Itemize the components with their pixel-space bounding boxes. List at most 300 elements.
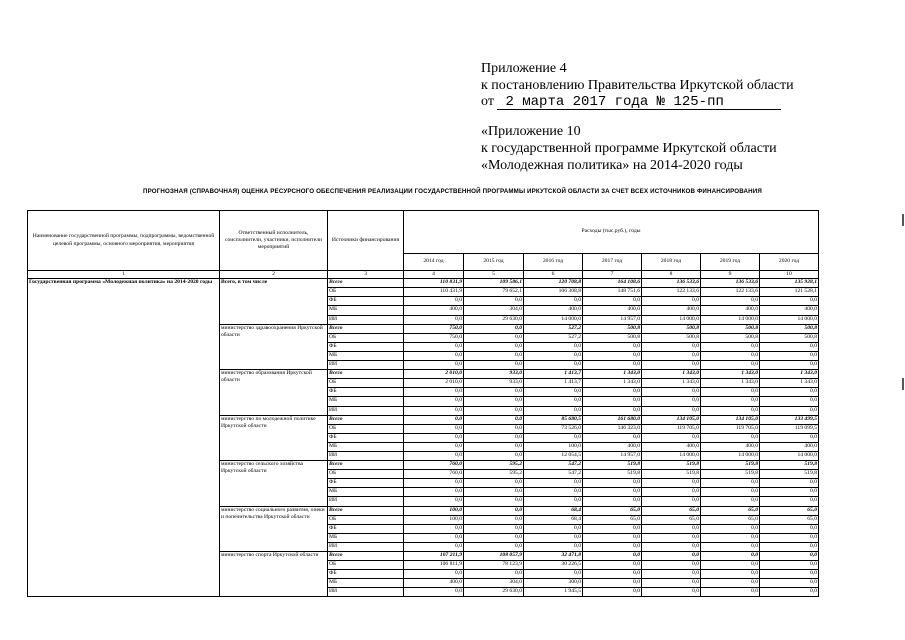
value-cell: 0,0 bbox=[583, 479, 642, 488]
value-cell: 0,0 bbox=[524, 342, 583, 351]
source-cell: Всего bbox=[328, 461, 404, 470]
value-cell: 107 211,9 bbox=[404, 552, 464, 561]
value-cell: 0,0 bbox=[524, 297, 583, 306]
value-cell: 527,2 bbox=[524, 324, 583, 333]
source-cell: ОБ bbox=[328, 424, 404, 433]
value-cell: 595,2 bbox=[464, 461, 524, 470]
value-cell: 0,0 bbox=[760, 588, 819, 597]
source-cell: ОБ bbox=[328, 288, 404, 297]
value-cell: 0,0 bbox=[583, 579, 642, 588]
value-cell: 0,0 bbox=[760, 406, 819, 415]
value-cell: 0,0 bbox=[583, 342, 642, 351]
value-cell: 750,0 bbox=[404, 324, 464, 333]
value-cell: 0,0 bbox=[701, 552, 760, 561]
value-cell: 0,0 bbox=[464, 333, 524, 342]
value-cell: 400,0 bbox=[524, 306, 583, 315]
value-cell: 14 000,0 bbox=[760, 315, 819, 324]
program-name-cell: Государственная программа «Молодежная политика» на 2014-2020 годы bbox=[28, 279, 220, 597]
value-cell: 0,0 bbox=[701, 342, 760, 351]
value-cell: 0,0 bbox=[760, 397, 819, 406]
value-cell: 0,0 bbox=[642, 433, 701, 442]
value-cell: 29 630,0 bbox=[464, 588, 524, 597]
value-cell: 0,0 bbox=[464, 542, 524, 551]
year-header: 2018 год bbox=[642, 254, 701, 271]
value-cell: 0,0 bbox=[464, 342, 524, 351]
value-cell: 0,0 bbox=[642, 397, 701, 406]
value-cell: 14 000,0 bbox=[701, 315, 760, 324]
value-cell: 14 000,0 bbox=[642, 315, 701, 324]
value-cell: 400,0 bbox=[583, 306, 642, 315]
source-cell: МБ bbox=[328, 488, 404, 497]
source-cell: Всего bbox=[328, 506, 404, 515]
value-cell: 0,0 bbox=[583, 361, 642, 370]
source-cell: ФБ bbox=[328, 479, 404, 488]
value-cell: 0,0 bbox=[404, 415, 464, 424]
value-cell: 0,0 bbox=[701, 388, 760, 397]
value-cell: 0,0 bbox=[464, 397, 524, 406]
value-cell: 750,0 bbox=[404, 333, 464, 342]
value-cell: 304,0 bbox=[464, 306, 524, 315]
value-cell: 1 343,0 bbox=[701, 370, 760, 379]
value-cell: 0,0 bbox=[701, 406, 760, 415]
source-cell: ИИ bbox=[328, 451, 404, 460]
value-cell: 122 133,6 bbox=[701, 288, 760, 297]
value-cell: 0,0 bbox=[464, 324, 524, 333]
executor-cell: Всего, в том числе bbox=[220, 279, 328, 324]
value-cell: 0,0 bbox=[701, 361, 760, 370]
value-cell: 0,0 bbox=[464, 297, 524, 306]
value-cell: 1 343,0 bbox=[701, 379, 760, 388]
value-cell: 0,0 bbox=[642, 388, 701, 397]
value-cell: 1 343,0 bbox=[642, 379, 701, 388]
column-number: 9 bbox=[701, 271, 760, 279]
value-cell: 0,0 bbox=[464, 570, 524, 579]
source-cell: ФБ bbox=[328, 433, 404, 442]
value-cell: 119 705,0 bbox=[642, 424, 701, 433]
value-cell: 0,0 bbox=[464, 388, 524, 397]
value-cell: 110 431,9 bbox=[404, 288, 464, 297]
value-cell: 0,0 bbox=[404, 433, 464, 442]
value-cell: 0,0 bbox=[642, 297, 701, 306]
value-cell: 73 526,0 bbox=[524, 424, 583, 433]
value-cell: 0,0 bbox=[464, 524, 524, 533]
executor-cell: министерство социального развития, опеки и попечительства Иркутской области bbox=[220, 506, 328, 551]
value-cell: 0,0 bbox=[642, 497, 701, 506]
value-cell: 0,0 bbox=[464, 424, 524, 433]
year-header: 2017 год bbox=[583, 254, 642, 271]
value-cell: 0,0 bbox=[701, 579, 760, 588]
resolution-date: 2 марта 2017 года № 125-пп bbox=[497, 95, 781, 110]
value-cell: 0,0 bbox=[524, 361, 583, 370]
value-cell: 0,0 bbox=[524, 533, 583, 542]
value-cell: 2 010,0 bbox=[404, 370, 464, 379]
value-cell: 0,0 bbox=[524, 433, 583, 442]
value-cell: 0,0 bbox=[642, 406, 701, 415]
value-cell: 1 343,0 bbox=[583, 379, 642, 388]
value-cell: 0,0 bbox=[404, 351, 464, 360]
value-cell: 0,0 bbox=[524, 524, 583, 533]
value-cell: 0,0 bbox=[760, 433, 819, 442]
source-cell: ФБ bbox=[328, 297, 404, 306]
value-cell: 0,0 bbox=[642, 570, 701, 579]
value-cell: 65,0 bbox=[701, 515, 760, 524]
value-cell: 0,0 bbox=[701, 533, 760, 542]
value-cell: 0,0 bbox=[464, 415, 524, 424]
source-cell: МБ bbox=[328, 533, 404, 542]
source-cell: ФБ bbox=[328, 524, 404, 533]
source-cell: ОБ bbox=[328, 379, 404, 388]
value-cell: 0,0 bbox=[701, 433, 760, 442]
value-cell: 0,0 bbox=[701, 397, 760, 406]
value-cell: 1 343,0 bbox=[760, 370, 819, 379]
executor-cell: министерство спорта Иркутской области bbox=[220, 552, 328, 597]
value-cell: 0,0 bbox=[701, 497, 760, 506]
value-cell: 0,0 bbox=[583, 397, 642, 406]
value-cell: 547,2 bbox=[524, 461, 583, 470]
value-cell: 519,8 bbox=[583, 470, 642, 479]
value-cell: 65,0 bbox=[760, 515, 819, 524]
column-number: 4 bbox=[404, 271, 464, 279]
value-cell: 400,0 bbox=[760, 442, 819, 451]
value-cell: 0,0 bbox=[701, 524, 760, 533]
column-number: 10 bbox=[760, 271, 819, 279]
value-cell: 0,0 bbox=[760, 388, 819, 397]
value-cell: 0,0 bbox=[404, 488, 464, 497]
value-cell: 120 708,8 bbox=[524, 279, 583, 288]
value-cell: 106 308,8 bbox=[524, 288, 583, 297]
value-cell: 1 413,7 bbox=[524, 379, 583, 388]
value-cell: 0,0 bbox=[464, 479, 524, 488]
value-cell: 500,8 bbox=[701, 333, 760, 342]
column-number: 6 bbox=[524, 271, 583, 279]
value-cell: 119 705,0 bbox=[701, 424, 760, 433]
source-cell: ОБ bbox=[328, 561, 404, 570]
value-cell: 0,0 bbox=[524, 488, 583, 497]
value-cell: 300,0 bbox=[524, 579, 583, 588]
source-cell: МБ bbox=[328, 579, 404, 588]
value-cell: 0,0 bbox=[524, 570, 583, 579]
value-cell: 100,0 bbox=[404, 515, 464, 524]
value-cell: 119 099,5 bbox=[760, 424, 819, 433]
value-cell: 933,0 bbox=[464, 370, 524, 379]
col-header-source: Источники финансирования bbox=[328, 211, 404, 271]
value-cell: 0,0 bbox=[583, 542, 642, 551]
value-cell: 1 413,7 bbox=[524, 370, 583, 379]
column-number: 8 bbox=[642, 271, 701, 279]
value-cell: 0,0 bbox=[760, 479, 819, 488]
value-cell: 0,0 bbox=[642, 533, 701, 542]
value-cell: 14 000,0 bbox=[642, 451, 701, 460]
value-cell: 100,0 bbox=[524, 442, 583, 451]
table-title: ПРОГНОЗНАЯ (СПРАВОЧНАЯ) ОЦЕНКА РЕСУРСНОГО ОБЕСПЕЧЕНИЯ РЕАЛИЗАЦИИ ГОСУДАРСТВЕННОЙ ПРОГРАММЫ ИРКУТСКОЙ ОБЛАСТИ ЗА СЧЕТ ВСЕХ ИСТОЧНИКОВ ФИНАНСИРОВАНИЯ bbox=[142, 188, 762, 195]
value-cell: 134 105,0 bbox=[642, 415, 701, 424]
col-header-name: Наименование государственной программы, подпрограммы, ведомственной целевой программы, основного мероприятия, мероприятия bbox=[28, 211, 220, 271]
value-cell: 0,0 bbox=[701, 588, 760, 597]
value-cell: 0,0 bbox=[760, 297, 819, 306]
value-cell: 32 471,8 bbox=[524, 552, 583, 561]
value-cell: 0,0 bbox=[760, 361, 819, 370]
value-cell: 0,0 bbox=[642, 552, 701, 561]
value-cell: 0,0 bbox=[404, 451, 464, 460]
value-cell: 133 499,5 bbox=[760, 415, 819, 424]
value-cell: 760,0 bbox=[404, 470, 464, 479]
value-cell: 0,0 bbox=[524, 542, 583, 551]
source-cell: Всего bbox=[328, 370, 404, 379]
value-cell: 0,0 bbox=[760, 533, 819, 542]
value-cell: 400,0 bbox=[642, 442, 701, 451]
value-cell: 519,8 bbox=[642, 461, 701, 470]
value-cell: 400,0 bbox=[404, 579, 464, 588]
source-cell: ИИ bbox=[328, 542, 404, 551]
value-cell: 0,0 bbox=[760, 497, 819, 506]
executor-cell: министерство образования Иркутской области bbox=[220, 370, 328, 415]
value-cell: 146 323,0 bbox=[583, 424, 642, 433]
value-cell: 161 680,0 bbox=[583, 415, 642, 424]
program-reference: к государственной программе Иркутской области bbox=[481, 141, 777, 156]
value-cell: 0,0 bbox=[404, 397, 464, 406]
value-cell: 108 057,9 bbox=[464, 552, 524, 561]
value-cell: 106 811,9 bbox=[404, 561, 464, 570]
value-cell: 68,4 bbox=[524, 506, 583, 515]
value-cell: 0,0 bbox=[404, 570, 464, 579]
executor-cell: министерство по молодежной политике Иркутской области bbox=[220, 415, 328, 460]
value-cell: 65,0 bbox=[642, 506, 701, 515]
source-cell: ИИ bbox=[328, 406, 404, 415]
value-cell: 1 343,0 bbox=[760, 379, 819, 388]
value-cell: 148 751,6 bbox=[583, 288, 642, 297]
value-cell: 14 000,0 bbox=[760, 451, 819, 460]
value-cell: 0,0 bbox=[583, 533, 642, 542]
column-number: 5 bbox=[464, 271, 524, 279]
value-cell: 68,4 bbox=[524, 515, 583, 524]
resolution-reference: к постановлению Правительства Иркутской области bbox=[481, 78, 794, 93]
source-cell: ИИ bbox=[328, 497, 404, 506]
value-cell: 0,0 bbox=[404, 588, 464, 597]
value-cell: 0,0 bbox=[524, 397, 583, 406]
source-cell: ОБ bbox=[328, 515, 404, 524]
value-cell: 0,0 bbox=[404, 424, 464, 433]
value-cell: 500,8 bbox=[760, 333, 819, 342]
value-cell: 0,0 bbox=[583, 588, 642, 597]
value-cell: 0,0 bbox=[642, 579, 701, 588]
source-cell: МБ bbox=[328, 351, 404, 360]
value-cell: 0,0 bbox=[404, 297, 464, 306]
value-cell: 0,0 bbox=[404, 524, 464, 533]
header-row bbox=[28, 211, 819, 254]
value-cell: 595,2 bbox=[464, 470, 524, 479]
value-cell: 0,0 bbox=[642, 479, 701, 488]
value-cell: 14 957,0 bbox=[583, 315, 642, 324]
value-cell: 65,0 bbox=[583, 506, 642, 515]
value-cell: 1 945,5 bbox=[524, 588, 583, 597]
value-cell: 0,0 bbox=[760, 524, 819, 533]
value-cell: 0,0 bbox=[760, 542, 819, 551]
value-cell: 0,0 bbox=[524, 406, 583, 415]
value-cell: 0,0 bbox=[464, 506, 524, 515]
value-cell: 0,0 bbox=[642, 361, 701, 370]
value-cell: 760,0 bbox=[404, 461, 464, 470]
value-cell: 135 928,1 bbox=[760, 279, 819, 288]
value-cell: 0,0 bbox=[464, 488, 524, 497]
column-number: 7 bbox=[583, 271, 642, 279]
value-cell: 0,0 bbox=[524, 497, 583, 506]
value-cell: 0,0 bbox=[642, 342, 701, 351]
appendix-number: Приложение 4 bbox=[481, 61, 567, 76]
value-cell: 0,0 bbox=[701, 542, 760, 551]
executor-cell: министерство здравоохранения Иркутской области bbox=[220, 324, 328, 369]
value-cell: 100,0 bbox=[404, 506, 464, 515]
value-cell: 14 957,0 bbox=[583, 451, 642, 460]
value-cell: 519,8 bbox=[760, 470, 819, 479]
value-cell: 519,8 bbox=[701, 470, 760, 479]
col-header-executor: Ответственный исполнитель, соисполнители, участники, исполнители мероприятий bbox=[220, 211, 328, 271]
source-cell: ИИ bbox=[328, 315, 404, 324]
value-cell: 400,0 bbox=[404, 306, 464, 315]
value-cell: 0,0 bbox=[524, 479, 583, 488]
resource-table bbox=[27, 210, 819, 597]
value-cell: 0,0 bbox=[701, 570, 760, 579]
value-cell: 136 533,6 bbox=[642, 279, 701, 288]
value-cell: 0,0 bbox=[583, 351, 642, 360]
value-cell: 400,0 bbox=[701, 442, 760, 451]
source-cell: Всего bbox=[328, 279, 404, 288]
value-cell: 0,0 bbox=[583, 297, 642, 306]
value-cell: 109 586,1 bbox=[464, 279, 524, 288]
value-cell: 304,0 bbox=[464, 579, 524, 588]
value-cell: 0,0 bbox=[583, 488, 642, 497]
year-header: 2015 год bbox=[464, 254, 524, 271]
value-cell: 0,0 bbox=[760, 561, 819, 570]
column-number: 3 bbox=[328, 271, 404, 279]
scan-edge-mark bbox=[902, 214, 904, 226]
value-cell: 0,0 bbox=[642, 588, 701, 597]
value-cell: 122 133,6 bbox=[642, 288, 701, 297]
value-cell: 2 010,0 bbox=[404, 379, 464, 388]
year-header: 2019 год bbox=[701, 254, 760, 271]
value-cell: 0,0 bbox=[642, 542, 701, 551]
value-cell: 400,0 bbox=[760, 306, 819, 315]
value-cell: 0,0 bbox=[464, 361, 524, 370]
value-cell: 29 630,0 bbox=[464, 315, 524, 324]
value-cell: 500,8 bbox=[701, 324, 760, 333]
value-cell: 79 652,1 bbox=[464, 288, 524, 297]
value-cell: 65,0 bbox=[642, 515, 701, 524]
value-cell: 0,0 bbox=[583, 433, 642, 442]
value-cell: 30 226,5 bbox=[524, 561, 583, 570]
source-cell: МБ bbox=[328, 306, 404, 315]
value-cell: 0,0 bbox=[760, 579, 819, 588]
year-header: 2020 год bbox=[760, 254, 819, 271]
value-cell: 519,8 bbox=[760, 461, 819, 470]
value-cell: 78 123,9 bbox=[464, 561, 524, 570]
value-cell: 0,0 bbox=[404, 533, 464, 542]
value-cell: 500,8 bbox=[760, 324, 819, 333]
value-cell: 0,0 bbox=[701, 488, 760, 497]
value-cell: 0,0 bbox=[642, 524, 701, 533]
value-cell: 65,0 bbox=[583, 515, 642, 524]
value-cell: 0,0 bbox=[760, 351, 819, 360]
column-number: 2 bbox=[220, 271, 328, 279]
value-cell: 0,0 bbox=[404, 497, 464, 506]
value-cell: 65,0 bbox=[760, 506, 819, 515]
value-cell: 0,0 bbox=[464, 351, 524, 360]
source-cell: ИИ bbox=[328, 588, 404, 597]
source-cell: МБ bbox=[328, 442, 404, 451]
value-cell: 0,0 bbox=[404, 479, 464, 488]
value-cell: 0,0 bbox=[524, 388, 583, 397]
value-cell: 400,0 bbox=[701, 306, 760, 315]
value-cell: 400,0 bbox=[583, 442, 642, 451]
value-cell: 527,2 bbox=[524, 333, 583, 342]
value-cell: 500,8 bbox=[642, 324, 701, 333]
source-cell: ФБ bbox=[328, 342, 404, 351]
value-cell: 1 343,0 bbox=[642, 370, 701, 379]
value-cell: 400,0 bbox=[642, 306, 701, 315]
value-cell: 933,0 bbox=[464, 379, 524, 388]
value-cell: 0,0 bbox=[464, 433, 524, 442]
value-cell: 0,0 bbox=[464, 497, 524, 506]
source-cell: Всего bbox=[328, 324, 404, 333]
value-cell: 0,0 bbox=[642, 561, 701, 570]
value-cell: 0,0 bbox=[583, 552, 642, 561]
col-header-expenses: Расходы (тыс.руб.), годы bbox=[404, 211, 819, 254]
source-cell: ФБ bbox=[328, 570, 404, 579]
value-cell: 0,0 bbox=[642, 351, 701, 360]
value-cell: 0,0 bbox=[760, 570, 819, 579]
value-cell: 0,0 bbox=[583, 388, 642, 397]
year-header: 2016 год bbox=[524, 254, 583, 271]
value-cell: 0,0 bbox=[701, 479, 760, 488]
value-cell: 14 000,0 bbox=[701, 451, 760, 460]
source-cell: Всего bbox=[328, 552, 404, 561]
source-cell: Всего bbox=[328, 415, 404, 424]
value-cell: 110 831,9 bbox=[404, 279, 464, 288]
value-cell: 0,0 bbox=[464, 442, 524, 451]
value-cell: 0,0 bbox=[583, 561, 642, 570]
value-cell: 0,0 bbox=[404, 342, 464, 351]
value-cell: 164 108,6 bbox=[583, 279, 642, 288]
value-cell: 136 533,6 bbox=[701, 279, 760, 288]
value-cell: 547,2 bbox=[524, 470, 583, 479]
value-cell: 0,0 bbox=[701, 297, 760, 306]
value-cell: 134 105,0 bbox=[701, 415, 760, 424]
program-name-line: «Молодежная политика» на 2014-2020 годы bbox=[481, 158, 743, 173]
source-cell: МБ bbox=[328, 397, 404, 406]
value-cell: 519,8 bbox=[642, 470, 701, 479]
value-cell: 0,0 bbox=[524, 351, 583, 360]
value-cell: 12 054,5 bbox=[524, 451, 583, 460]
value-cell: 0,0 bbox=[464, 515, 524, 524]
value-cell: 121 528,1 bbox=[760, 288, 819, 297]
source-cell: ОБ bbox=[328, 470, 404, 479]
value-cell: 0,0 bbox=[701, 351, 760, 360]
value-cell: 0,0 bbox=[404, 542, 464, 551]
scan-edge-mark bbox=[902, 378, 904, 390]
source-cell: ФБ bbox=[328, 388, 404, 397]
value-cell: 0,0 bbox=[760, 552, 819, 561]
executor-cell: министерство сельского хозяйства Иркутской области bbox=[220, 461, 328, 506]
source-cell: ОБ bbox=[328, 333, 404, 342]
value-cell: 0,0 bbox=[583, 497, 642, 506]
value-cell: 0,0 bbox=[583, 524, 642, 533]
annex-number: «Приложение 10 bbox=[481, 124, 581, 139]
column-number: 1 bbox=[28, 271, 220, 279]
value-cell: 1 343,0 bbox=[583, 370, 642, 379]
year-header: 2014 год bbox=[404, 254, 464, 271]
value-cell: 500,8 bbox=[642, 333, 701, 342]
value-cell: 0,0 bbox=[464, 533, 524, 542]
value-cell: 0,0 bbox=[404, 388, 464, 397]
